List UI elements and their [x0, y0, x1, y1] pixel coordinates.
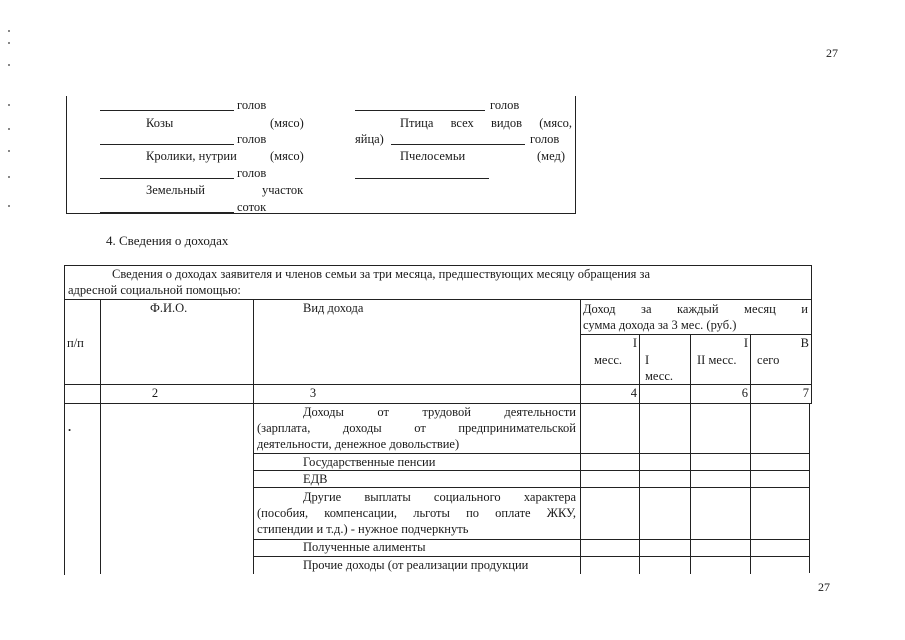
livestock-unit: голов: [237, 98, 267, 112]
income-row-social-line1: Другие выплаты социального характера: [303, 490, 576, 504]
livestock-note: (мясо): [270, 116, 304, 130]
header-month2-bottom: месс.: [645, 369, 673, 383]
livestock-label-poultry: Птица всех видов (мясо,: [400, 116, 572, 130]
header-total-bottom: сего: [757, 353, 780, 367]
income-row-social-line3: стипендии и т.д.) - нужное подчеркнуть: [257, 522, 469, 536]
row-marker: .: [68, 420, 72, 434]
header-income-line2: сумма дохода за 3 мес. (руб.): [583, 318, 737, 332]
header-month1-bottom: месс.: [594, 353, 622, 367]
livestock-unit: голов: [237, 132, 267, 146]
header-kind: Вид дохода: [303, 301, 364, 315]
land-plot-label: Земельный: [146, 183, 205, 197]
section-title: 4. Сведения о доходах: [106, 233, 229, 248]
header-month3-top: I: [743, 336, 748, 350]
header-month1-top: I: [632, 336, 637, 350]
header-income-line1: Доход за каждый месяц и: [583, 302, 808, 316]
page-number-top: 27: [826, 46, 838, 60]
income-row-labor-line2: (зарплата, доходы от предпринимательской: [257, 421, 576, 435]
header-month2-mid: I: [645, 353, 650, 367]
livestock-note: (мясо): [270, 149, 304, 163]
income-row-labor-line1: Доходы от трудовой деятельности: [303, 405, 576, 419]
col-number-7: 7: [802, 386, 809, 400]
col-number-4: 4: [630, 386, 637, 400]
livestock-label-goats: Козы: [146, 116, 174, 130]
col-number-6: 6: [741, 386, 748, 400]
income-row-edv: ЕДВ: [303, 472, 328, 486]
land-plot-note: участок: [262, 183, 304, 197]
income-row-social-line2: (пособия, компенсации, льготы по оплате ЖКУ,: [257, 506, 576, 520]
header-num: п/п: [67, 336, 84, 350]
livestock-label-bees: Пчелосемьи: [400, 149, 466, 163]
livestock-unit: голов: [237, 166, 267, 180]
land-plot-unit: соток: [237, 200, 267, 214]
page-number-bottom: 27: [818, 580, 830, 594]
income-row-pensions: Государственные пенсии: [303, 455, 436, 469]
header-month3-bottom: II месс.: [697, 353, 737, 367]
table-caption-line2: адресной социальной помощью:: [68, 283, 241, 297]
header-total-top: В: [800, 336, 809, 350]
livestock-label-rabbits: Кролики, нутрии: [146, 149, 237, 163]
income-row-labor-line3: деятельности, денежное довольствие): [257, 437, 460, 451]
income-row-alimony: Полученные алименты: [303, 540, 426, 554]
livestock-label-poultry-cont: яйца): [355, 132, 384, 146]
table-caption-line1: Сведения о доходах заявителя и членов семьи за три месяца, предшествующих месяцу обращения за: [112, 267, 651, 281]
livestock-unit: голов: [490, 98, 520, 112]
col-number-3: 3: [309, 386, 317, 400]
header-fio: Ф.И.О.: [150, 301, 188, 315]
col-number-2: 2: [151, 386, 159, 400]
livestock-note: (мед): [537, 149, 565, 163]
livestock-unit: голов: [530, 132, 560, 146]
income-row-other: Прочие доходы (от реализации продукции: [303, 558, 529, 572]
